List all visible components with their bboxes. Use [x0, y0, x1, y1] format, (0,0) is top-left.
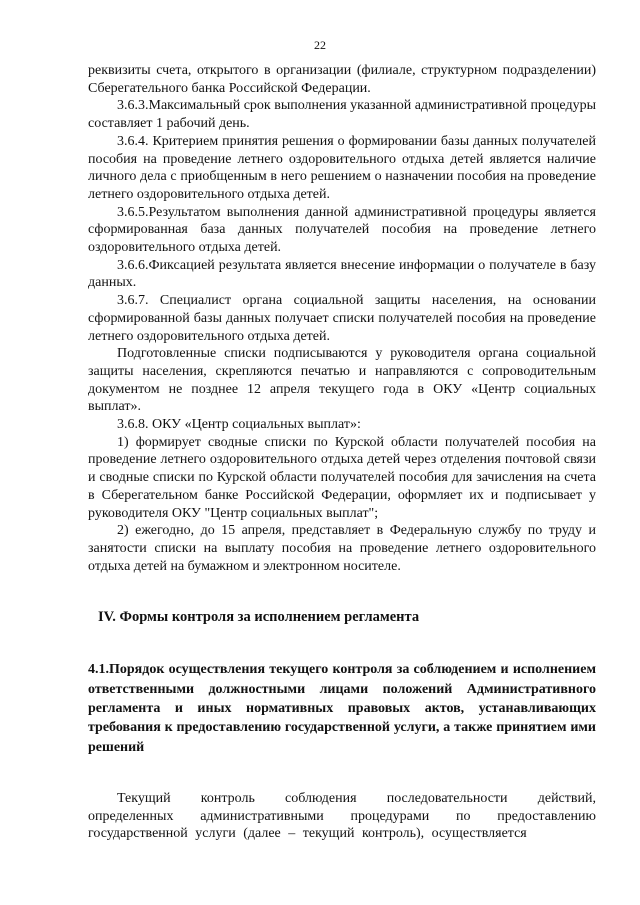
spacer: [88, 575, 596, 608]
spacer: [88, 757, 596, 790]
list-item-2: 2) ежегодно, до 15 апреля, представляет в Федеральную службу по труду и занятости списки на выплату пособия на проведение летнего оздоровительного отдыха детей на бумажном и электронном носителе.: [88, 523, 596, 574]
subsection-title: 4.1.Порядок осуществления текущего контроля за соблюдением и исполнением ответственными должностными лицами положений Административного регламента и иных нормативных правовых актов, устанавливающих требования к предоставлению государственной услуги, а также принятием ими решений: [88, 662, 596, 755]
paragraph-3-6-7: 3.6.7. Специалист органа социальной защиты населения, на основании сформированной базы данных получает списки получателей пособия на проведение летнего оздоровительного отдыха детей.: [88, 293, 596, 344]
section-title: IV. Формы контроля за исполнением регламента: [98, 609, 420, 626]
paragraph-3-6-6: 3.6.6.Фиксацией результата является внесение информации о получателе в базу данных.: [88, 257, 596, 291]
list-item-1: 1) формирует сводные списки по Курской области получателей пособия на проведение летнего оздоровительного отдыха детей через отделения почтовой связи и сводные списки по Курской области получателей пособия для зачисления на счета в Сберегательном банке Российской Федерации, оформляет их и подписывает у руководителя ОКУ "Центр социальных выплат";: [88, 434, 596, 521]
paragraph-3-6-5: 3.6.5.Результатом выполнения данной административной процедуры является сформированная база данных получателей пособия на проведение летнего оздоровительного отдыха детей.: [88, 204, 596, 256]
spacer: [88, 626, 596, 660]
paragraph-requisites: реквизиты счета, открытого в организации (филиале, структурном подразделении) Сберегательного банка Российской Федерации.: [88, 63, 596, 96]
page-number: 22: [314, 38, 326, 52]
document-body: [88, 62, 596, 843]
paragraph-prepared-lists: Подготовленные списки подписываются у руководителя органа социальной защиты населения, скрепляются печатью и направляются с сопроводительным документом не позднее 12 апреля текущего года в ОКУ «Центр социальных выплат».: [88, 346, 596, 415]
paragraph-3-6-4: 3.6.4. Критерием принятия решения о формировании базы данных получателей пособия на проведение летнего оздоровительного отдыха детей является наличие личного дела с приобщенным в него решением о назначении пособия на проведение летнего оздоровительного отдыха детей.: [88, 133, 596, 202]
paragraph-3-6-3: 3.6.3.Максимальный срок выполнения указанной административной процедуры составляет 1 рабочий день.: [88, 98, 596, 132]
paragraph-current-control: Текущий контроль соблюдения последовательности действий, определенных административными процедурами по предоставлению государственной услуги (далее – текущий контроль), осуществляется: [88, 790, 596, 842]
paragraph-3-6-8: 3.6.8. ОКУ «Центр социальных выплат»:: [117, 417, 361, 433]
